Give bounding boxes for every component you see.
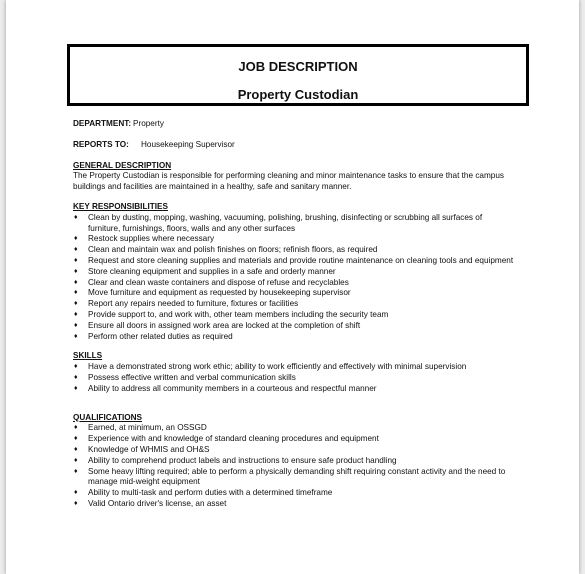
list-item: ♦ Ability to multi-task and perform duties with a determined timeframe [73, 488, 543, 499]
department-field [73, 119, 543, 130]
list-item: ♦ Clean and maintain wax and polish finishes on floors; refinish floors, as required [73, 245, 543, 256]
list-item: furniture, furnishings, floors, walls and any other surfaces [88, 223, 296, 233]
list-item: ♦ Have a demonstrated strong work ethic; ability to work efficiently and effectively with minimal supervision [73, 362, 543, 373]
skills-heading: SKILLS [73, 351, 103, 361]
list-item: ♦ Some heavy lifting required; able to perform a physically demanding shift requiring constant activity and the need to [73, 467, 543, 478]
job-title: Property Custodian [237, 87, 359, 102]
list-item: ♦ Provide support to, and work with, other team members including the security team [73, 310, 543, 321]
list-item: ♦ Earned, at minimum, an OSSGD [73, 423, 543, 434]
list-item: ♦ Request and store cleaning supplies and materials and provide routine maintenance on cleaning tools and equipment [73, 256, 543, 267]
list-item: ♦ Perform other related duties as required [73, 332, 543, 343]
department-label: DEPARTMENT: [73, 119, 132, 128]
list-item: ♦ Experience with and knowledge of standard cleaning procedures and equipment [73, 434, 543, 445]
list-item: ♦ Restock supplies where necessary [73, 234, 543, 245]
general-description-heading: GENERAL DESCRIPTION [73, 160, 172, 170]
general-description-line: buildings and facilities are maintained in a healthy, safe and sanitary manner. [73, 182, 352, 192]
list-item: ♦ Clear and clean waste containers and dispose of refuse and recyclables [73, 278, 543, 289]
document-body [73, 119, 543, 510]
general-description-line: The Property Custodian is responsible for performing cleaning and minor maintenance tasks to ensure that the campus [73, 171, 504, 181]
document-page [6, 0, 579, 574]
list-item: manage mid-weight equipment [88, 477, 200, 487]
list-item: ♦ Report any repairs needed to furniture, fixtures or facilities [73, 299, 543, 310]
key-responsibilities-heading: KEY RESPONSIBILITIES [73, 201, 168, 211]
reports-to-field [73, 140, 543, 151]
list-item: ♦ Ability to comprehend product labels and instructions to ensure safe product handling [73, 456, 543, 467]
skills-list [73, 362, 543, 394]
list-item: ♦ Knowledge of WHMIS and OH&S [73, 445, 543, 456]
list-item: ♦ Ability to address all community members in a courteous and respectful manner [73, 384, 543, 395]
responsibilities-list [73, 213, 543, 343]
list-item: ♦ Store cleaning equipment and supplies in a safe and orderly manner [73, 267, 543, 278]
list-item: ♦ Clean by dusting, mopping, washing, vacuuming, polishing, brushing, disinfecting or scrubbing all surfaces of [73, 213, 543, 224]
qualifications-heading: QUALIFICATIONS [73, 412, 142, 422]
department-value: Property [133, 119, 164, 128]
list-item: ♦ Ensure all doors in assigned work area are locked at the completion of shift [73, 321, 543, 332]
reports-to-value: Housekeeping Supervisor [141, 139, 235, 149]
reports-to-label: REPORTS TO: [73, 139, 129, 149]
qualifications-list [73, 423, 543, 509]
list-item: ♦ Possess effective written and verbal communication skills [73, 373, 543, 384]
list-item: ♦ Valid Ontario driver's license, an asset [73, 499, 543, 510]
list-item: ♦ Move furniture and equipment as requested by housekeeping supervisor [73, 288, 543, 299]
title-box [67, 44, 529, 106]
document-title: JOB DESCRIPTION [238, 59, 358, 74]
